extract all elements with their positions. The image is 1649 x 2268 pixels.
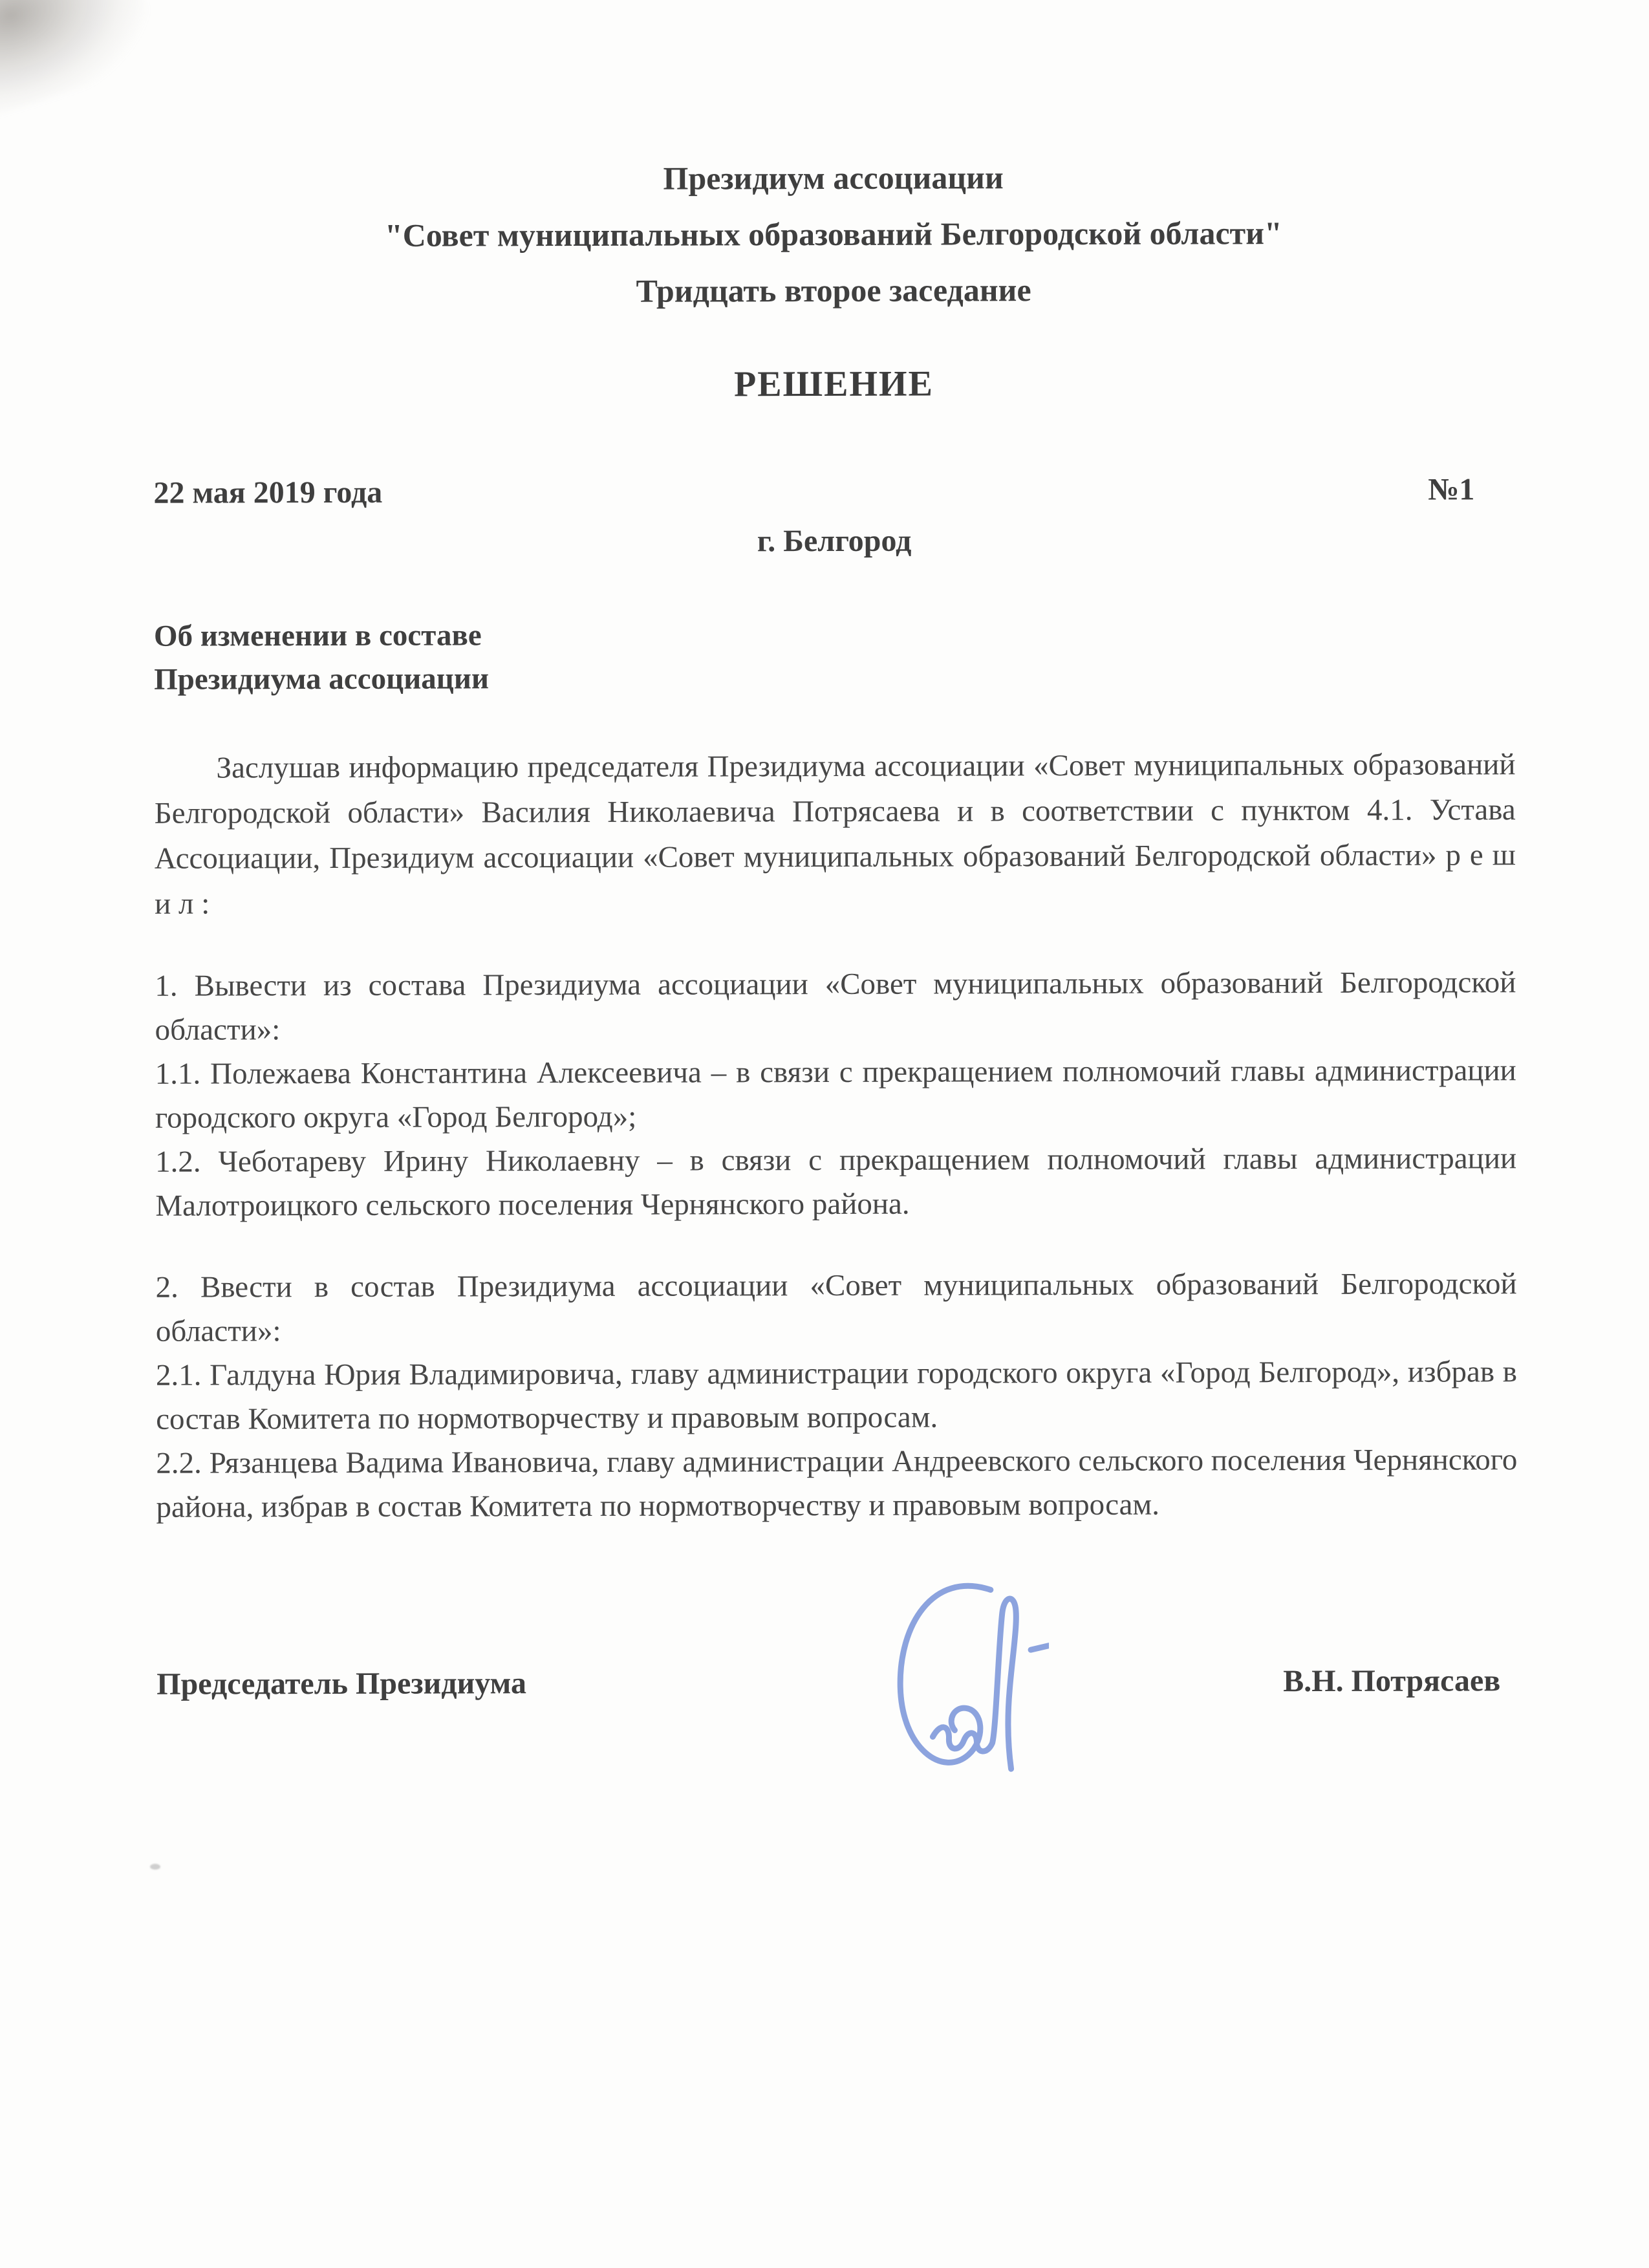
document-header <box>153 160 1514 407</box>
document-type-title: РЕШЕНИЕ <box>733 363 934 405</box>
document-date: 22 мая 2019 года <box>153 475 383 510</box>
meta-row <box>153 471 1514 511</box>
signature-block <box>156 1566 1518 1802</box>
document-number: №1 <box>1428 472 1475 507</box>
header-association-name: "Совет муниципальных образований Белгородской области" <box>384 215 1282 254</box>
section-1 <box>155 960 1516 1228</box>
handwritten-signature <box>887 1567 1050 1781</box>
signatory-name: В.Н. Потрясаев <box>1283 1663 1501 1699</box>
subject-line-1: Об изменении в составе <box>153 618 482 653</box>
section-2-subitem-2: 2.2. Рязанцева Вадима Ивановича, главу администрации Андреевского сельского поселения Чернянского района, избрав в состав Комитета по нормотворчеству и правовым вопросам. <box>156 1443 1518 1524</box>
preamble-paragraph: Заслушав информацию председателя Президиума ассоциации «Совет муниципальных образований Белгородской области» Василия Николаевича Потрясаева и в соответствии с пунктом 4.1. Устава Ассоциации, Президиум ассоциации «Совет муниципальных образований Белгородской области» р е ш и л : <box>154 748 1516 921</box>
subject-line-2: Президиума ассоциации <box>154 662 490 697</box>
document-city: г. Белгород <box>757 523 912 559</box>
signatory-title: Председатель Президиума <box>156 1666 527 1701</box>
section-1-subitem-2: 1.2. Чеботареву Ирину Николаевну – в связи с прекращением полномочий главы администрации Малотроицкого сельского поселения Чернянского района. <box>155 1141 1517 1223</box>
header-organization: Президиум ассоциации <box>663 159 1004 197</box>
section-2 <box>156 1262 1518 1529</box>
section-2-lead: 2. Ввести в состав Президиума ассоциации «Совет муниципальных образований Белгородской области»: <box>155 1267 1517 1348</box>
section-1-lead: 1. Вывести из состава Президиума ассоциации «Совет муниципальных образований Белгородской области»: <box>155 966 1516 1047</box>
document-subject <box>154 611 1515 702</box>
section-1-subitem-1: 1.1. Полежаева Константина Алексеевича – в связи с прекращением полномочий главы администрации городского округа «Город Белгород»; <box>155 1053 1516 1135</box>
section-2-subitem-1: 2.1. Галдуна Юрия Владимировича, главу администрации городского округа «Город Белгород», избрав в состав Комитета по нормотворчеству и правовым вопросам. <box>155 1355 1518 1436</box>
header-session: Тридцать второе заседание <box>636 272 1031 309</box>
